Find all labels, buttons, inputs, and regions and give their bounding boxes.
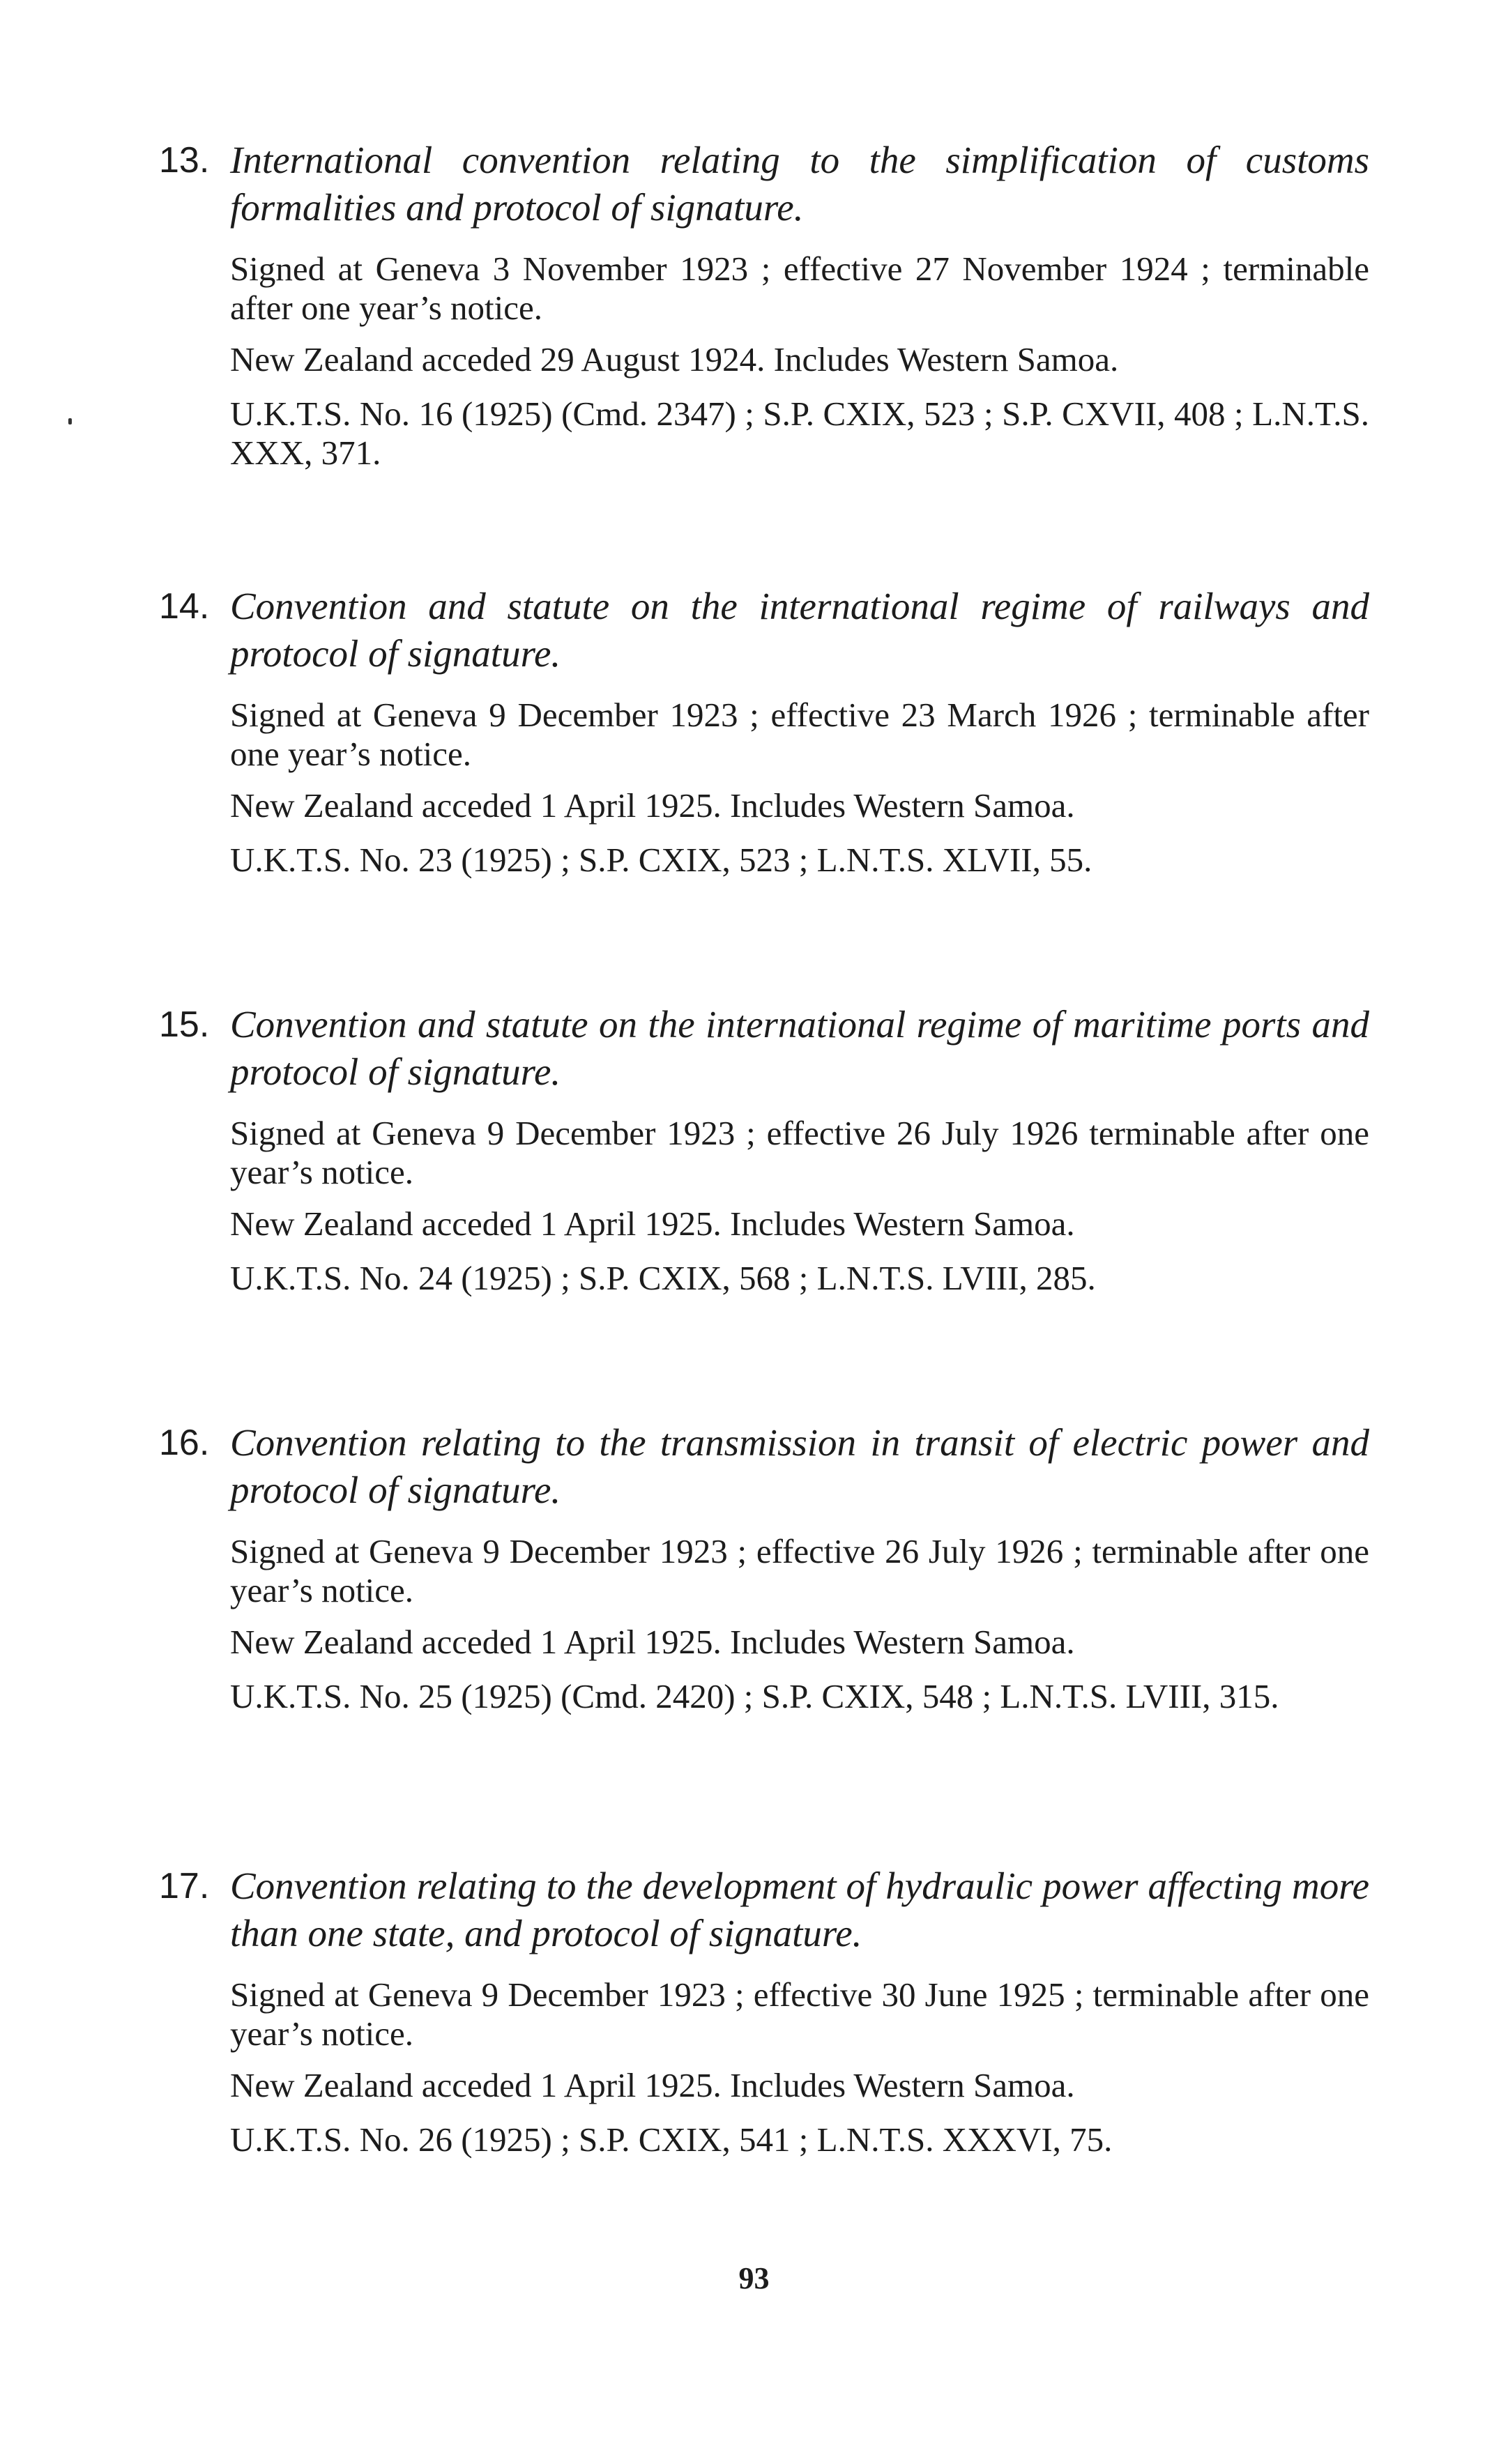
entry-heading	[159, 137, 1369, 231]
entry-references: U.K.T.S. No. 26 (1925) ; S.P. CXIX, 541 ; L.N.T.S. XXXVI, 75.	[230, 2120, 1113, 2159]
treaty-entry-13	[159, 137, 1369, 473]
treaty-entry-14	[159, 583, 1369, 880]
entry-signed-text: Signed at Geneva 3 November 1923 ; effective 27 November 1924 ; terminable after one year’s notice.	[230, 250, 1369, 327]
entry-references: U.K.T.S. No. 25 (1925) (Cmd. 2420) ; S.P. CXIX, 548 ; L.N.T.S. LVIII, 315.	[230, 1677, 1279, 1715]
entry-signed-text: Signed at Geneva 9 December 1923 ; effective 26 July 1926 ; terminable after one year’s notice.	[230, 1532, 1369, 1609]
entry-acceded-text: New Zealand acceded 29 August 1924. Includes Western Samoa.	[230, 340, 1119, 378]
entry-acceded-text: New Zealand acceded 1 April 1925. Includes Western Samoa.	[230, 786, 1075, 825]
entry-title: Convention and statute on the international regime of railways and protocol of signature.	[230, 585, 1369, 675]
entry-heading	[159, 1862, 1369, 1957]
entry-references: U.K.T.S. No. 24 (1925) ; S.P. CXIX, 568 ; L.N.T.S. LVIII, 285.	[230, 1259, 1096, 1297]
entry-title: Convention relating to the development of hydraulic power affecting more than one state, and protocol of signature.	[230, 1865, 1369, 1954]
entry-number: 14.	[159, 586, 210, 627]
entry-acceded-text: New Zealand acceded 1 April 1925. Includes Western Samoa.	[230, 1204, 1075, 1243]
entry-number: 15.	[159, 1004, 210, 1045]
entry-signed-text: Signed at Geneva 9 December 1923 ; effective 30 June 1925 ; terminable after one year’s notice.	[230, 1975, 1369, 2053]
entry-references: U.K.T.S. No. 16 (1925) (Cmd. 2347) ; S.P. CXIX, 523 ; S.P. CXVII, 408 ; L.N.T.S. XXX, 371.	[230, 395, 1369, 472]
entry-signed-text: Signed at Geneva 9 December 1923 ; effective 26 July 1926 terminable after one year’s notice.	[230, 1114, 1369, 1191]
stray-ink-mark	[68, 418, 72, 424]
treaty-entry-16	[159, 1419, 1369, 1716]
entry-number: 16.	[159, 1423, 210, 1463]
entry-title: Convention relating to the transmission in transit of electric power and protocol of signature.	[230, 1421, 1369, 1511]
entry-signed-text: Signed at Geneva 9 December 1923 ; effective 23 March 1926 ; terminable after one year’s notice.	[230, 696, 1369, 773]
entry-title: International convention relating to the simplification of customs formalities and protocol of signature.	[230, 139, 1369, 229]
entry-number: 13.	[159, 140, 210, 181]
page-number: 93	[738, 2261, 770, 2295]
treaty-entry-15	[159, 1001, 1369, 1298]
entry-acceded-text: New Zealand acceded 1 April 1925. Includes Western Samoa.	[230, 2066, 1075, 2104]
treaty-entry-17	[159, 1862, 1369, 2159]
entry-references: U.K.T.S. No. 23 (1925) ; S.P. CXIX, 523 ; L.N.T.S. XLVII, 55.	[230, 841, 1092, 879]
entry-number: 17.	[159, 1866, 210, 1906]
entry-acceded-text: New Zealand acceded 1 April 1925. Includes Western Samoa.	[230, 1623, 1075, 1661]
entry-heading	[159, 583, 1369, 678]
entry-heading	[159, 1001, 1369, 1096]
entry-heading	[159, 1419, 1369, 1514]
entry-title: Convention and statute on the international regime of maritime ports and protocol of signature.	[230, 1003, 1369, 1093]
